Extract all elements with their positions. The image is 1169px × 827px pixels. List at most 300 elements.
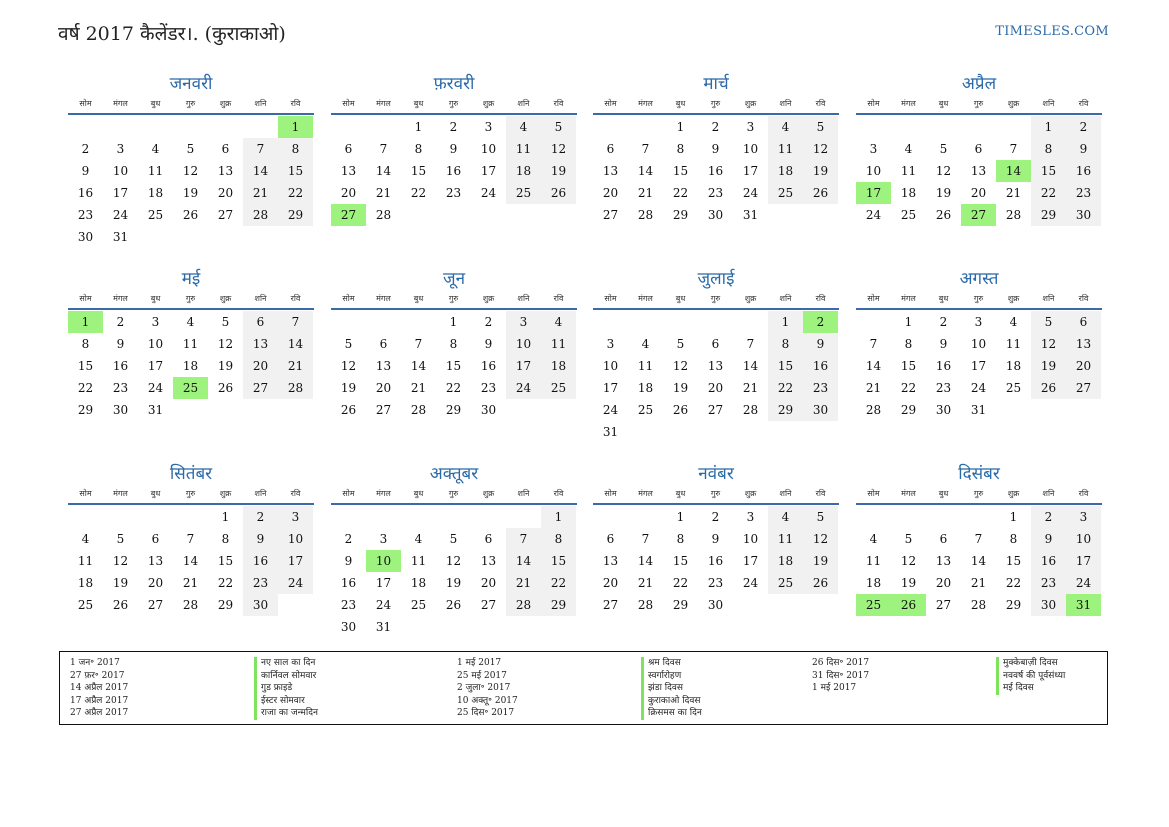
day-cell: 4 bbox=[869, 532, 878, 546]
day-cell: 1 bbox=[1031, 116, 1066, 138]
day-cell: 2 bbox=[81, 142, 90, 156]
day-cell: 5 bbox=[676, 337, 685, 351]
weekday-label: गुरु bbox=[710, 294, 721, 303]
day-cell: 26 bbox=[340, 403, 357, 417]
month-1 bbox=[68, 73, 314, 248]
weekday-label: शनि bbox=[254, 99, 267, 108]
holiday-date: 17 अप्रैल 2017 bbox=[70, 695, 129, 706]
day-cell: 10 bbox=[506, 333, 541, 355]
day-cell: 28 bbox=[278, 377, 313, 399]
day-cell: 30 bbox=[1066, 204, 1101, 226]
day-cell: 24 bbox=[602, 403, 619, 417]
day-cell: 30 bbox=[480, 403, 497, 417]
day-cell: 19 bbox=[672, 381, 689, 395]
day-cell: 17 bbox=[278, 550, 313, 572]
day-cell: 28 bbox=[637, 598, 654, 612]
day-cell: 7 bbox=[379, 142, 388, 156]
weekday-label: गुरु bbox=[710, 99, 721, 108]
month-8 bbox=[856, 268, 1102, 421]
holiday-name: झंडा दिवस bbox=[641, 682, 683, 695]
month-name: नवंबर bbox=[698, 464, 734, 484]
day-cell: 6 bbox=[939, 532, 948, 546]
weekday-header bbox=[331, 487, 577, 505]
day-cell: 29 bbox=[445, 403, 462, 417]
day-cell: 17 bbox=[742, 554, 759, 568]
day-cell: 14 bbox=[278, 333, 313, 355]
day-cell: 9 bbox=[484, 337, 493, 351]
day-cell: 4 bbox=[414, 532, 423, 546]
empty-cell bbox=[471, 506, 506, 528]
weekday-label: रवि bbox=[290, 294, 301, 303]
day-cell: 5 bbox=[803, 506, 838, 528]
day-cell: 1 bbox=[414, 120, 423, 134]
day-cell: 24 bbox=[970, 381, 987, 395]
holiday-date: 1 मई 2017 bbox=[457, 658, 502, 668]
day-cell: 24 bbox=[147, 381, 164, 395]
day-cell: 15 bbox=[672, 554, 689, 568]
day-cell: 18 bbox=[147, 186, 164, 200]
day-cell: 17 bbox=[742, 164, 759, 178]
day-cell: 19 bbox=[900, 576, 917, 590]
day-cell: 13 bbox=[375, 359, 392, 373]
empty-cell bbox=[698, 311, 733, 333]
day-cell: 5 bbox=[116, 532, 125, 546]
day-cell: 1 bbox=[541, 506, 576, 528]
day-cell: 21 bbox=[1005, 186, 1022, 200]
month-name: सितंबर bbox=[169, 464, 213, 484]
weekday-label: सोम bbox=[867, 489, 880, 498]
weekday-label: सोम bbox=[604, 489, 617, 498]
day-cell: 13 bbox=[602, 554, 619, 568]
weekday-label: सोम bbox=[342, 99, 355, 108]
day-cell: 11 bbox=[865, 554, 882, 568]
holiday-name: ईस्टर सोमवार bbox=[254, 695, 305, 708]
day-cell: 4 bbox=[768, 116, 803, 138]
day-cell: 8 bbox=[221, 532, 230, 546]
empty-cell bbox=[173, 116, 208, 138]
day-cell: 10 bbox=[865, 164, 882, 178]
day-cell: 23 bbox=[480, 381, 497, 395]
day-cell: 29 bbox=[1005, 598, 1022, 612]
day-cell: 31 bbox=[602, 425, 619, 439]
day-cell: 4 bbox=[641, 337, 650, 351]
day-cell: 20 bbox=[970, 186, 987, 200]
empty-cell bbox=[243, 116, 278, 138]
weekday-label: सोम bbox=[342, 489, 355, 498]
weekday-label: शुक्र bbox=[744, 294, 757, 303]
day-grid bbox=[593, 311, 839, 443]
day-cell: 24 bbox=[742, 576, 759, 590]
day-cell: 18 bbox=[900, 186, 917, 200]
day-cell: 9 bbox=[711, 142, 720, 156]
day-cell: 12 bbox=[445, 554, 462, 568]
site-link[interactable]: TIMESLES.COM bbox=[995, 24, 1109, 39]
holiday-name: कुराकाओ दिवस bbox=[641, 695, 700, 708]
day-cell: 22 bbox=[445, 381, 462, 395]
weekday-label: बुध bbox=[675, 489, 686, 498]
weekday-label: रवि bbox=[815, 99, 826, 108]
empty-cell bbox=[331, 311, 366, 333]
day-cell: 22 bbox=[1005, 576, 1022, 590]
weekday-label: सोम bbox=[867, 294, 880, 303]
day-cell: 12 bbox=[803, 528, 838, 550]
day-cell: 21 bbox=[243, 182, 278, 204]
day-grid bbox=[331, 311, 577, 421]
day-cell: 15 bbox=[217, 554, 234, 568]
day-cell: 11 bbox=[182, 337, 199, 351]
month-name: मार्च bbox=[703, 74, 729, 94]
day-cell: 13 bbox=[480, 554, 497, 568]
day-cell: 2 bbox=[484, 315, 493, 329]
day-cell: 16 bbox=[243, 550, 278, 572]
day-cell: 21 bbox=[865, 381, 882, 395]
day-cell: 25 bbox=[410, 598, 427, 612]
day-cell: 11 bbox=[768, 528, 803, 550]
day-cell: 6 bbox=[974, 142, 983, 156]
holiday-day: 1 bbox=[68, 311, 103, 333]
weekday-label: रवि bbox=[290, 489, 301, 498]
day-cell: 6 bbox=[344, 142, 353, 156]
day-cell: 15 bbox=[77, 359, 94, 373]
day-cell: 8 bbox=[449, 337, 458, 351]
day-cell: 29 bbox=[1031, 204, 1066, 226]
day-cell: 20 bbox=[935, 576, 952, 590]
day-grid bbox=[68, 116, 314, 248]
weekday-label: मंगल bbox=[901, 99, 916, 108]
holiday-name: नए साल का दिन bbox=[254, 657, 315, 670]
weekday-label: शुक्र bbox=[482, 294, 495, 303]
day-cell: 11 bbox=[506, 138, 541, 160]
day-cell: 13 bbox=[970, 164, 987, 178]
day-cell: 15 bbox=[541, 550, 576, 572]
day-cell: 14 bbox=[742, 359, 759, 373]
day-cell: 20 bbox=[147, 576, 164, 590]
day-cell: 11 bbox=[410, 554, 427, 568]
holiday-day: 10 bbox=[366, 550, 401, 572]
day-cell: 24 bbox=[278, 572, 313, 594]
holiday-date: 10 अक्तू॰ 2017 bbox=[457, 695, 518, 706]
day-cell: 27 bbox=[480, 598, 497, 612]
month-4 bbox=[856, 73, 1102, 226]
weekday-label: सोम bbox=[867, 99, 880, 108]
day-cell: 5 bbox=[1031, 311, 1066, 333]
day-cell: 28 bbox=[970, 598, 987, 612]
weekday-label: शनि bbox=[779, 99, 792, 108]
day-cell: 18 bbox=[1005, 359, 1022, 373]
day-cell: 21 bbox=[637, 576, 654, 590]
day-cell: 28 bbox=[1005, 208, 1022, 222]
day-cell: 4 bbox=[506, 116, 541, 138]
day-cell: 20 bbox=[602, 186, 619, 200]
day-cell: 17 bbox=[480, 164, 497, 178]
weekday-label: बुध bbox=[150, 99, 161, 108]
day-cell: 13 bbox=[147, 554, 164, 568]
day-cell: 18 bbox=[77, 576, 94, 590]
day-cell: 23 bbox=[340, 598, 357, 612]
weekday-label: शुक्र bbox=[1007, 294, 1020, 303]
day-cell: 20 bbox=[1066, 355, 1101, 377]
empty-cell bbox=[891, 116, 926, 138]
day-cell: 18 bbox=[768, 160, 803, 182]
day-cell: 18 bbox=[541, 355, 576, 377]
day-cell: 18 bbox=[865, 576, 882, 590]
weekday-label: रवि bbox=[1078, 294, 1089, 303]
day-cell: 29 bbox=[768, 399, 803, 421]
day-cell: 23 bbox=[243, 572, 278, 594]
day-cell: 2 bbox=[449, 120, 458, 134]
holiday-day: 26 bbox=[891, 594, 926, 616]
holiday-day: 25 bbox=[173, 377, 208, 399]
day-cell: 23 bbox=[445, 186, 462, 200]
empty-cell bbox=[103, 506, 138, 528]
day-cell: 26 bbox=[1031, 377, 1066, 399]
day-cell: 13 bbox=[217, 164, 234, 178]
day-cell: 13 bbox=[340, 164, 357, 178]
day-cell: 10 bbox=[1066, 528, 1101, 550]
weekday-label: रवि bbox=[1078, 489, 1089, 498]
day-cell: 4 bbox=[81, 532, 90, 546]
legend-row bbox=[812, 670, 1065, 683]
day-cell: 24 bbox=[506, 377, 541, 399]
day-cell: 19 bbox=[803, 550, 838, 572]
day-cell: 31 bbox=[742, 208, 759, 222]
weekday-header bbox=[593, 292, 839, 310]
day-cell: 29 bbox=[900, 403, 917, 417]
day-cell: 26 bbox=[803, 182, 838, 204]
day-cell: 21 bbox=[410, 381, 427, 395]
weekday-label: गुरु bbox=[185, 489, 196, 498]
holiday-name: राजा का जन्मदिन bbox=[254, 707, 318, 720]
day-cell: 12 bbox=[672, 359, 689, 373]
day-cell: 7 bbox=[641, 532, 650, 546]
day-cell: 30 bbox=[77, 230, 94, 244]
day-cell: 20 bbox=[217, 186, 234, 200]
day-cell: 14 bbox=[506, 550, 541, 572]
weekday-label: रवि bbox=[553, 294, 564, 303]
day-cell: 7 bbox=[278, 311, 313, 333]
day-grid bbox=[331, 506, 577, 638]
day-cell: 28 bbox=[742, 403, 759, 417]
day-cell: 12 bbox=[217, 337, 234, 351]
day-cell: 14 bbox=[637, 554, 654, 568]
day-cell: 27 bbox=[935, 598, 952, 612]
weekday-label: रवि bbox=[815, 294, 826, 303]
empty-cell bbox=[593, 116, 628, 138]
day-cell: 23 bbox=[803, 377, 838, 399]
day-cell: 3 bbox=[151, 315, 160, 329]
month-name: मई bbox=[181, 269, 201, 289]
day-cell: 22 bbox=[217, 576, 234, 590]
weekday-header bbox=[593, 487, 839, 505]
day-cell: 1 bbox=[676, 120, 685, 134]
day-cell: 13 bbox=[602, 164, 619, 178]
day-cell: 22 bbox=[672, 576, 689, 590]
day-grid bbox=[68, 311, 314, 421]
legend-row bbox=[70, 670, 318, 683]
day-cell: 23 bbox=[935, 381, 952, 395]
day-cell: 1 bbox=[676, 510, 685, 524]
weekday-header bbox=[68, 97, 314, 115]
day-cell: 7 bbox=[243, 138, 278, 160]
holiday-date: 1 मई 2017 bbox=[812, 683, 857, 694]
empty-cell bbox=[436, 506, 471, 528]
holiday-name: कार्निवल सोमवार bbox=[254, 670, 316, 683]
day-cell: 20 bbox=[707, 381, 724, 395]
weekday-label: सोम bbox=[79, 294, 92, 303]
day-cell: 19 bbox=[935, 186, 952, 200]
weekday-label: मंगल bbox=[638, 489, 653, 498]
empty-cell bbox=[891, 506, 926, 528]
day-cell: 30 bbox=[707, 208, 724, 222]
empty-cell bbox=[733, 311, 768, 333]
day-cell: 12 bbox=[935, 164, 952, 178]
day-cell: 5 bbox=[904, 532, 913, 546]
month-name: जुलाई bbox=[697, 269, 735, 289]
holiday-date: 2 जुला॰ 2017 bbox=[457, 683, 511, 694]
weekday-label: शुक्र bbox=[219, 294, 232, 303]
day-cell: 20 bbox=[480, 576, 497, 590]
day-cell: 8 bbox=[676, 142, 685, 156]
day-cell: 8 bbox=[676, 532, 685, 546]
weekday-label: शुक्र bbox=[1007, 99, 1020, 108]
empty-cell bbox=[926, 116, 961, 138]
day-cell: 26 bbox=[112, 598, 129, 612]
empty-cell bbox=[961, 116, 996, 138]
weekday-label: मंगल bbox=[638, 294, 653, 303]
month-5 bbox=[68, 268, 314, 421]
weekday-label: सोम bbox=[79, 99, 92, 108]
day-cell: 11 bbox=[147, 164, 164, 178]
holiday-name: क्रिसमस का दिन bbox=[641, 707, 702, 720]
day-cell: 2 bbox=[1031, 506, 1066, 528]
day-cell: 13 bbox=[243, 333, 278, 355]
day-cell: 30 bbox=[1031, 594, 1066, 616]
day-cell: 18 bbox=[410, 576, 427, 590]
day-cell: 3 bbox=[869, 142, 878, 156]
weekday-label: शनि bbox=[1042, 489, 1055, 498]
day-cell: 16 bbox=[77, 186, 94, 200]
holiday-date: 27 फ़र॰ 2017 bbox=[70, 670, 125, 681]
day-cell: 28 bbox=[182, 598, 199, 612]
empty-cell bbox=[401, 506, 436, 528]
day-cell: 19 bbox=[541, 160, 576, 182]
day-cell: 13 bbox=[1066, 333, 1101, 355]
weekday-label: सोम bbox=[604, 99, 617, 108]
holiday-day: 25 bbox=[856, 594, 891, 616]
day-cell: 28 bbox=[375, 208, 392, 222]
weekday-label: शनि bbox=[779, 489, 792, 498]
day-cell: 6 bbox=[606, 142, 615, 156]
day-cell: 28 bbox=[865, 403, 882, 417]
day-cell: 2 bbox=[939, 315, 948, 329]
holiday-name: मई दिवस bbox=[996, 682, 1034, 695]
day-cell: 27 bbox=[217, 208, 234, 222]
month-name: जून bbox=[442, 269, 466, 289]
day-cell: 19 bbox=[182, 186, 199, 200]
month-name: जनवरी bbox=[169, 74, 213, 94]
day-cell: 29 bbox=[77, 403, 94, 417]
day-cell: 30 bbox=[340, 620, 357, 634]
day-cell: 17 bbox=[112, 186, 129, 200]
day-cell: 6 bbox=[221, 142, 230, 156]
day-cell: 19 bbox=[1031, 355, 1066, 377]
weekday-label: बुध bbox=[675, 294, 686, 303]
day-cell: 2 bbox=[711, 120, 720, 134]
holiday-day: 27 bbox=[331, 204, 366, 226]
day-cell: 10 bbox=[602, 359, 619, 373]
holiday-date: 27 अप्रैल 2017 bbox=[70, 708, 129, 719]
day-cell: 12 bbox=[803, 138, 838, 160]
weekday-label: बुध bbox=[938, 99, 949, 108]
day-cell: 12 bbox=[112, 554, 129, 568]
weekday-label: शनि bbox=[1042, 99, 1055, 108]
empty-cell bbox=[961, 506, 996, 528]
day-cell: 3 bbox=[484, 120, 493, 134]
page-title: वर्ष 2017 कैलेंडर।. (कुराकाओ) bbox=[58, 23, 286, 45]
day-cell: 3 bbox=[974, 315, 983, 329]
day-cell: 5 bbox=[344, 337, 353, 351]
weekday-label: बुध bbox=[413, 294, 424, 303]
day-cell: 4 bbox=[768, 506, 803, 528]
day-cell: 31 bbox=[112, 230, 129, 244]
day-cell: 15 bbox=[672, 164, 689, 178]
weekday-label: गुरु bbox=[448, 294, 459, 303]
day-cell: 9 bbox=[243, 528, 278, 550]
day-cell: 26 bbox=[672, 403, 689, 417]
day-cell: 11 bbox=[541, 333, 576, 355]
day-grid bbox=[856, 311, 1102, 421]
legend-row bbox=[457, 682, 702, 695]
day-cell: 16 bbox=[112, 359, 129, 373]
holiday-day: 27 bbox=[961, 204, 996, 226]
weekday-label: बुध bbox=[938, 294, 949, 303]
day-cell: 22 bbox=[278, 182, 313, 204]
day-cell: 15 bbox=[768, 355, 803, 377]
holiday-name: नववर्ष की पूर्वसंध्या bbox=[996, 670, 1065, 683]
day-cell: 5 bbox=[939, 142, 948, 156]
day-cell: 29 bbox=[672, 208, 689, 222]
day-cell: 25 bbox=[900, 208, 917, 222]
day-cell: 23 bbox=[77, 208, 94, 222]
day-cell: 21 bbox=[375, 186, 392, 200]
holiday-name: मुक्केबाज़ी दिवस bbox=[996, 657, 1058, 670]
day-grid bbox=[331, 116, 577, 226]
day-cell: 2 bbox=[711, 510, 720, 524]
legend-row bbox=[457, 707, 702, 720]
holiday-date: 31 दिस॰ 2017 bbox=[812, 670, 870, 681]
day-cell: 10 bbox=[278, 528, 313, 550]
weekday-label: मंगल bbox=[113, 99, 128, 108]
empty-cell bbox=[68, 116, 103, 138]
day-cell: 15 bbox=[900, 359, 917, 373]
weekday-label: शुक्र bbox=[744, 99, 757, 108]
legend-column bbox=[457, 657, 702, 720]
day-cell: 7 bbox=[1009, 142, 1018, 156]
day-cell: 3 bbox=[1066, 506, 1101, 528]
weekday-label: शुक्र bbox=[744, 489, 757, 498]
day-cell: 27 bbox=[375, 403, 392, 417]
weekday-label: गुरु bbox=[448, 489, 459, 498]
day-cell: 18 bbox=[768, 550, 803, 572]
day-cell: 3 bbox=[116, 142, 125, 156]
day-cell: 9 bbox=[116, 337, 125, 351]
day-cell: 26 bbox=[217, 381, 234, 395]
day-cell: 2 bbox=[344, 532, 353, 546]
day-cell: 3 bbox=[379, 532, 388, 546]
day-cell: 29 bbox=[278, 204, 313, 226]
day-cell: 27 bbox=[707, 403, 724, 417]
day-cell: 14 bbox=[970, 554, 987, 568]
